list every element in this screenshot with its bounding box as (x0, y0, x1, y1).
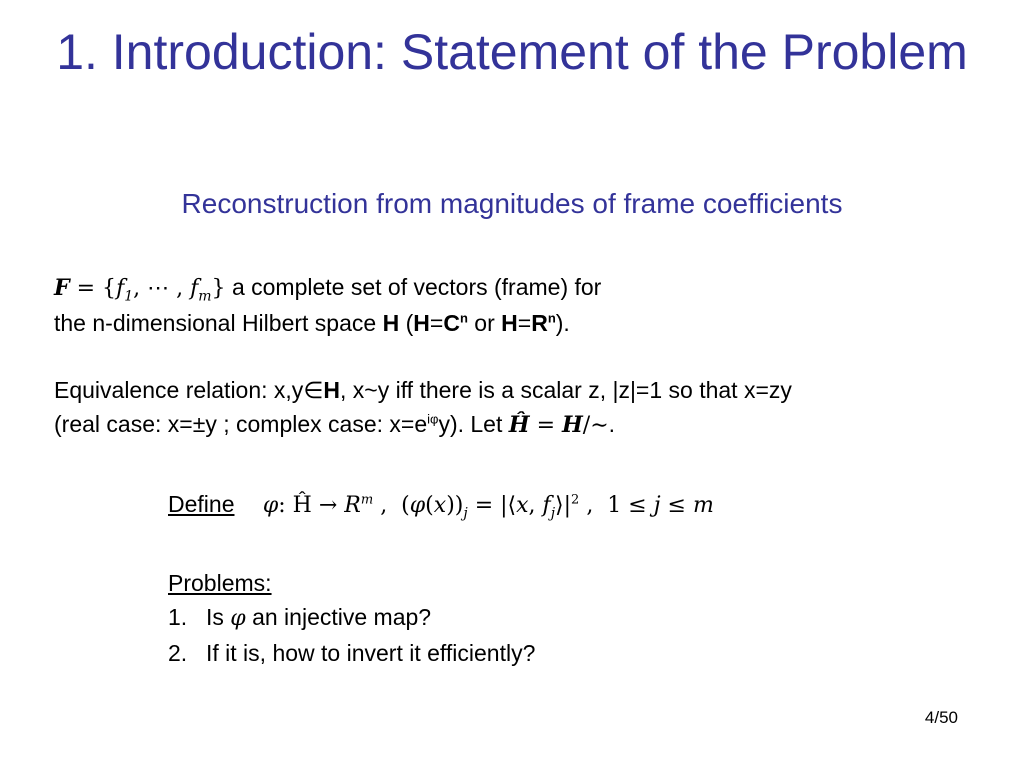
list-item: 1. Is φ an injective map? (168, 604, 432, 631)
frame-definition: $F = \{f_1$, ⋯ , $f_m$} a complete set of vectors (frame) for the n-dimensional Hilbert space H ($H=C^n$ or $H=R^n$). (54, 274, 602, 336)
slide-subtitle: Reconstruction from magnitudes of frame coefficients (181, 188, 843, 219)
complex-space-symbol: $C^n$ (443, 310, 468, 336)
problems-heading: Problems: (168, 570, 272, 596)
frame-set-formula: $F = \{f_1$, ⋯ , $f_m$} (54, 275, 226, 305)
frame-set-text: a complete set of vectors (frame) for (231, 274, 602, 300)
define-label: Define (168, 491, 235, 517)
problems-section (168, 566, 535, 670)
hilbert-space-symbol: H (382, 310, 400, 336)
real-space-symbol: $R^n$ (531, 310, 556, 336)
map-definition (168, 491, 714, 522)
equivalence-relation: Equivalence relation: x,y∈H, x~y iff there is a scalar z, |z|=1 so that x=zy (real case: x=±y ; complex case: $x=e^{i\varphi}y$). Let Ĥ = H/∼. (54, 377, 792, 438)
phi-map-formula: φ: Ĥ → $R^m$ , $(\varphi(x))_j$ = |⟨x, $f_j⟩|^2$ , 1 ≤ j ≤ m (262, 492, 714, 522)
hilbert-space-text: the n-dimensional Hilbert space (54, 310, 377, 336)
slide-title: 1. Introduction: Statement of the Problem (56, 24, 968, 80)
list-item: 2. If it is, how to invert it efficiently? (168, 640, 536, 666)
quotient-space-formula: Ĥ = H/∼ (508, 412, 609, 438)
page-number: 4/50 (924, 708, 958, 727)
